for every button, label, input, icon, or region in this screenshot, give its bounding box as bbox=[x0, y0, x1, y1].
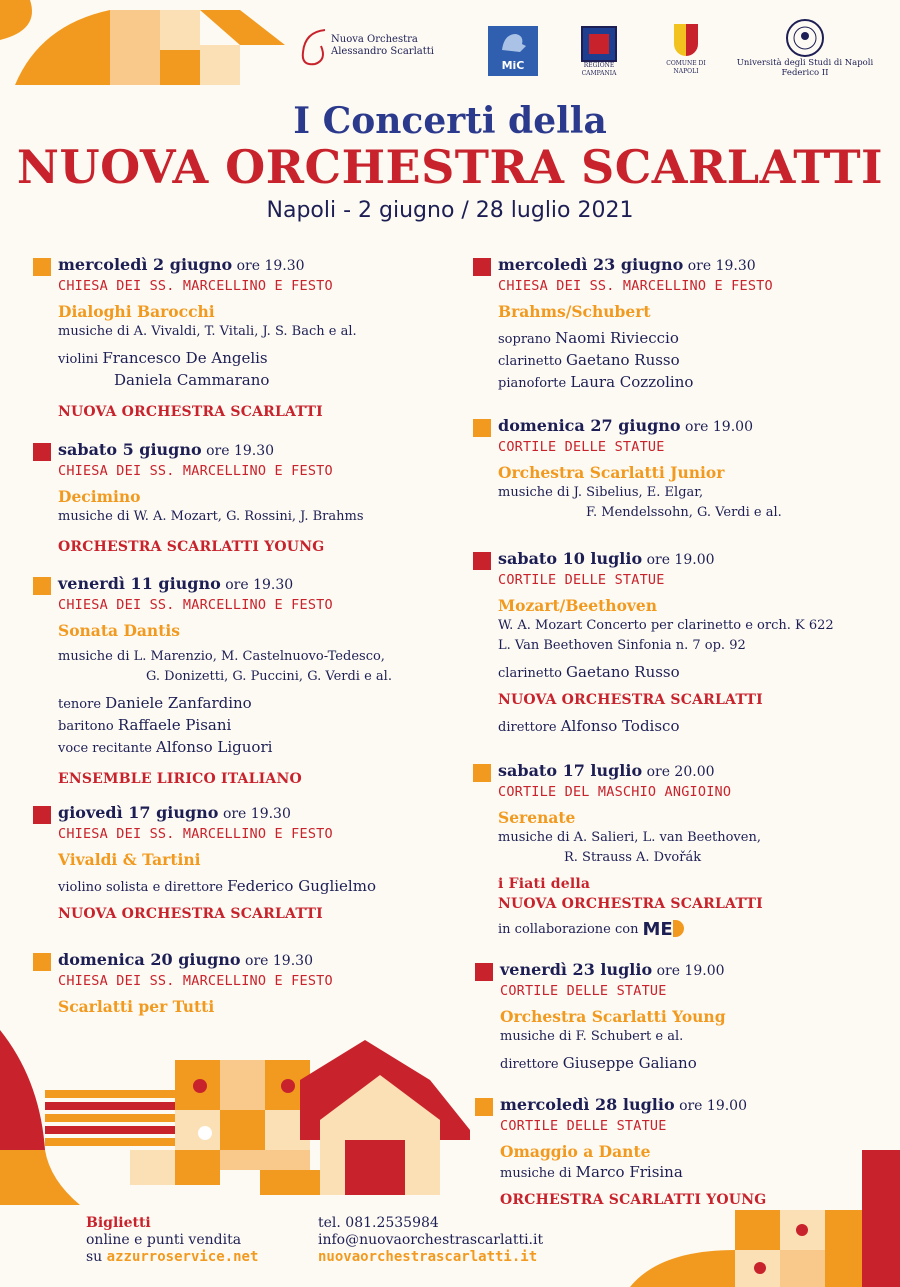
performer-name: Daniela Cammarano bbox=[114, 371, 270, 389]
event-time: ore 19.00 bbox=[656, 963, 725, 979]
mic-logo bbox=[488, 26, 538, 76]
performer-role: soprano bbox=[498, 332, 551, 347]
universita-seal-icon bbox=[785, 18, 825, 58]
performer-name: Daniele Zanfardino bbox=[105, 694, 252, 712]
event-5 bbox=[58, 950, 468, 1017]
event-date: giovedì 17 giugno bbox=[58, 803, 219, 822]
event-title: Sonata Dantis bbox=[58, 621, 180, 640]
event-ensemble: NUOVA ORCHESTRA SCARLATTI bbox=[498, 896, 763, 912]
event-program-cont: R. Strauss A. Dvořák bbox=[564, 850, 702, 865]
event-program: musiche di W. A. Mozart, G. Rossini, J. Brahms bbox=[58, 509, 364, 524]
event-venue: CHIESA DEI SS. MARCELLINO E FESTO bbox=[498, 278, 773, 294]
event-program: musiche di F. Schubert e al. bbox=[500, 1029, 684, 1044]
event-6 bbox=[498, 255, 900, 394]
performer-role: voce recitante bbox=[58, 741, 152, 756]
med-logo-d-icon bbox=[673, 920, 684, 937]
event-marker bbox=[33, 258, 51, 276]
event-program: W. A. Mozart Concerto per clarinetto e orch. K 622 bbox=[498, 618, 834, 633]
comune-logo bbox=[658, 24, 714, 78]
performer-name: Gaetano Russo bbox=[566, 663, 680, 681]
event-2 bbox=[58, 440, 468, 557]
footer-contacts bbox=[318, 1215, 543, 1266]
event-date: mercoledì 28 luglio bbox=[500, 1095, 675, 1114]
event-marker bbox=[33, 806, 51, 824]
contact-email[interactable]: info@nuovaorchestrascarlatti.it bbox=[318, 1232, 544, 1248]
event-time: ore 19.30 bbox=[222, 806, 291, 822]
universita-label-1: Università degli Studi di Napoli bbox=[736, 58, 874, 68]
event-marker bbox=[473, 419, 491, 437]
collab-label: in collaborazione con bbox=[498, 922, 639, 937]
event-ensemble: ORCHESTRA SCARLATTI YOUNG bbox=[58, 539, 325, 555]
event-10 bbox=[500, 960, 900, 1075]
event-date: venerdì 23 luglio bbox=[500, 960, 653, 979]
event-time: ore 20.00 bbox=[646, 764, 715, 780]
performer-name: Francesco De Angelis bbox=[102, 349, 268, 367]
performer-name: Alfonso Liguori bbox=[156, 738, 273, 756]
performer-role: violini bbox=[58, 352, 99, 367]
event-time: ore 19.30 bbox=[236, 258, 305, 274]
performer-role: tenore bbox=[58, 697, 102, 712]
header-title-line1: I Concerti della bbox=[293, 100, 607, 142]
event-venue: CORTILE DELLE STATUE bbox=[500, 983, 667, 999]
regione-shield-icon bbox=[581, 26, 617, 62]
event-program-cont: F. Mendelssohn, G. Verdi e al. bbox=[586, 505, 782, 520]
med-logo-text: ME bbox=[642, 919, 673, 940]
tickets-link[interactable]: azzurroservice.net bbox=[106, 1249, 259, 1265]
event-marker bbox=[33, 953, 51, 971]
event-venue: CHIESA DEI SS. MARCELLINO E FESTO bbox=[58, 597, 333, 613]
event-title: Dialoghi Barocchi bbox=[58, 302, 215, 321]
event-time: ore 19.30 bbox=[687, 258, 756, 274]
event-program-cont: L. Van Beethoven Sinfonia n. 7 op. 92 bbox=[498, 638, 746, 653]
orchestra-swirl-icon bbox=[295, 26, 335, 70]
performer-role: clarinetto bbox=[498, 354, 562, 369]
bottom-left-decoration bbox=[0, 1020, 480, 1205]
performer-role: baritono bbox=[58, 719, 114, 734]
logos-bar bbox=[290, 18, 880, 98]
event-venue: CHIESA DEI SS. MARCELLINO E FESTO bbox=[58, 973, 333, 989]
event-ensemble: NUOVA ORCHESTRA SCARLATTI bbox=[498, 692, 763, 708]
event-4 bbox=[58, 803, 468, 924]
event-title: Vivaldi & Tartini bbox=[58, 850, 201, 869]
comune-label: COMUNE DI NAPOLI bbox=[666, 60, 706, 75]
event-program: musiche di J. Sibelius, E. Elgar, bbox=[498, 485, 704, 500]
event-title: Brahms/Schubert bbox=[498, 302, 651, 321]
mic-head-icon bbox=[498, 30, 528, 54]
performer-role: violino solista e direttore bbox=[58, 880, 223, 895]
performer-role: direttore bbox=[500, 1057, 559, 1072]
contact-tel[interactable]: tel. 081.2535984 bbox=[318, 1215, 439, 1231]
event-date: mercoledì 23 giugno bbox=[498, 255, 684, 274]
mic-label: MiC bbox=[501, 59, 525, 72]
performer-name: Naomi Rivieccio bbox=[555, 329, 679, 347]
event-venue: CORTILE DELLE STATUE bbox=[498, 572, 665, 588]
event-3 bbox=[58, 574, 468, 789]
event-1 bbox=[58, 255, 468, 422]
event-marker bbox=[473, 764, 491, 782]
event-ensemble: NUOVA ORCHESTRA SCARLATTI bbox=[58, 404, 323, 420]
comune-shield-icon bbox=[674, 24, 698, 56]
event-title: Mozart/Beethoven bbox=[498, 596, 658, 615]
event-7 bbox=[498, 416, 900, 523]
universita-label-2: Federico II bbox=[781, 68, 829, 78]
event-venue: CORTILE DELLE STATUE bbox=[498, 439, 665, 455]
event-date: venerdì 11 giugno bbox=[58, 574, 221, 593]
event-title: Scarlatti per Tutti bbox=[58, 997, 215, 1016]
performer-name: Alfonso Todisco bbox=[560, 717, 680, 735]
event-ensemble: ENSEMBLE LIRICO ITALIANO bbox=[58, 771, 302, 787]
event-venue: CORTILE DELLE STATUE bbox=[500, 1118, 667, 1134]
event-date: sabato 5 giugno bbox=[58, 440, 202, 459]
regione-logo bbox=[575, 26, 623, 76]
event-ensemble: NUOVA ORCHESTRA SCARLATTI bbox=[58, 906, 323, 922]
performer-name: Gaetano Russo bbox=[566, 351, 680, 369]
event-date: sabato 17 luglio bbox=[498, 761, 643, 780]
event-ensemble: ORCHESTRA SCARLATTI YOUNG bbox=[500, 1192, 767, 1208]
bottom-right-decoration bbox=[600, 1150, 900, 1287]
event-time: ore 19.00 bbox=[679, 1098, 747, 1114]
tickets-on: su bbox=[86, 1249, 103, 1265]
event-ensemble-pre: i Fiati della bbox=[498, 876, 591, 892]
event-date: domenica 20 giugno bbox=[58, 950, 241, 969]
event-time: ore 19.30 bbox=[225, 577, 294, 593]
event-time: ore 19.30 bbox=[245, 953, 313, 969]
performer-name: Giuseppe Galiano bbox=[562, 1054, 697, 1072]
tickets-line: online e punti vendita bbox=[86, 1232, 242, 1248]
header-dates: Napoli - 2 giugno / 28 luglio 2021 bbox=[266, 198, 634, 223]
top-left-decoration bbox=[0, 0, 290, 90]
header-title-line2: NUOVA ORCHESTRA SCARLATTI bbox=[16, 140, 884, 194]
event-date: mercoledì 2 giugno bbox=[58, 255, 233, 274]
event-marker bbox=[473, 552, 491, 570]
event-date: domenica 27 giugno bbox=[498, 416, 681, 435]
event-program: musiche di A. Salieri, L. van Beethoven, bbox=[498, 830, 761, 845]
med-logo bbox=[642, 920, 683, 940]
performer-name: Marco Frisina bbox=[575, 1163, 683, 1181]
performer-name: Federico Guglielmo bbox=[227, 877, 376, 895]
event-marker bbox=[33, 443, 51, 461]
performer-role: musiche di bbox=[500, 1166, 572, 1181]
performer-role: direttore bbox=[498, 720, 557, 735]
event-venue: CHIESA DEI SS. MARCELLINO E FESTO bbox=[58, 826, 333, 842]
event-venue: CHIESA DEI SS. MARCELLINO E FESTO bbox=[58, 278, 333, 294]
event-time: ore 19.00 bbox=[685, 419, 753, 435]
event-time: ore 19.00 bbox=[646, 552, 715, 568]
event-9 bbox=[498, 761, 900, 940]
event-title: Serenate bbox=[498, 808, 576, 827]
event-program-cont: G. Donizetti, G. Puccini, G. Verdi e al. bbox=[146, 669, 392, 684]
footer-tickets bbox=[86, 1215, 258, 1266]
universita-logo bbox=[735, 18, 875, 88]
event-title: Orchestra Scarlatti Junior bbox=[498, 463, 725, 482]
event-8 bbox=[498, 549, 900, 738]
event-title: Decimino bbox=[58, 487, 141, 506]
regione-label: REGIONE CAMPANIA bbox=[581, 62, 617, 77]
event-marker bbox=[473, 258, 491, 276]
event-venue: CORTILE DEL MASCHIO ANGIOINO bbox=[498, 784, 732, 800]
contact-site[interactable]: nuovaorchestrascarlatti.it bbox=[318, 1249, 538, 1265]
event-venue: CHIESA DEI SS. MARCELLINO E FESTO bbox=[58, 463, 333, 479]
event-marker bbox=[475, 963, 493, 981]
performer-role: clarinetto bbox=[498, 666, 562, 681]
tickets-title: Biglietti bbox=[86, 1215, 151, 1231]
event-program: musiche di A. Vivaldi, T. Vitali, J. S. Bach e al. bbox=[58, 324, 357, 339]
event-program: musiche di L. Marenzio, M. Castelnuovo-Tedesco, bbox=[58, 649, 385, 664]
event-marker bbox=[33, 577, 51, 595]
performer-name: Raffaele Pisani bbox=[117, 716, 232, 734]
orchestra-logo-text: Nuova Orchestra Alessandro Scarlatti bbox=[331, 34, 434, 57]
orchestra-logo bbox=[295, 26, 455, 76]
performer-role: pianoforte bbox=[498, 376, 567, 391]
performer-name: Laura Cozzolino bbox=[570, 373, 694, 391]
event-title: Orchestra Scarlatti Young bbox=[500, 1007, 726, 1026]
event-title: Omaggio a Dante bbox=[500, 1142, 651, 1161]
event-time: ore 19.30 bbox=[206, 443, 275, 459]
event-date: sabato 10 luglio bbox=[498, 549, 643, 568]
